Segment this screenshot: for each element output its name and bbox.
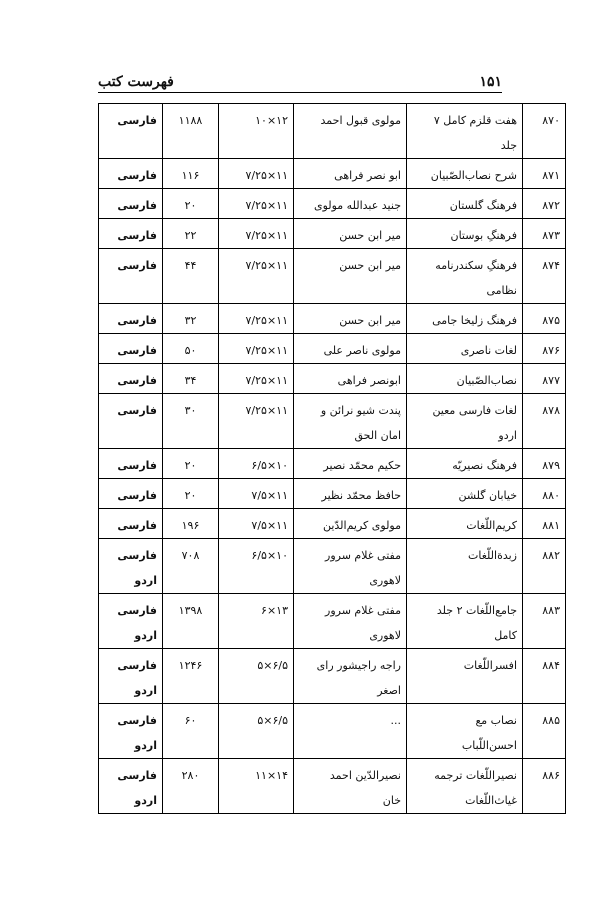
author-cell <box>294 364 407 394</box>
author-line: امان الحق <box>354 429 401 442</box>
size-cell: ۱۰×۶/۵ <box>219 539 294 594</box>
book-title-cell <box>407 594 523 649</box>
table-row <box>99 159 566 189</box>
row-number-cell: ۸۸۶ <box>523 759 566 814</box>
book-title-cell <box>407 189 523 219</box>
author-line: مولوی قبول احمد <box>320 114 401 127</box>
book-title-line: غیاث‌اللّغات <box>465 794 517 807</box>
size-cell: ۱۴×۱۱ <box>219 759 294 814</box>
book-title-cell <box>407 249 523 304</box>
book-title-cell <box>407 104 523 159</box>
book-title-cell <box>407 649 523 704</box>
author-cell <box>294 704 407 759</box>
book-title-line: فرهنگِ بوستان <box>450 229 517 242</box>
language-cell <box>99 104 163 159</box>
author-cell <box>294 249 407 304</box>
book-title-line: فرهنگ گلستان <box>449 199 517 212</box>
language-cell <box>99 219 163 249</box>
running-title: فهرست کتب <box>98 74 174 90</box>
author-line: راجه راجیشور رای <box>316 659 401 672</box>
book-title-line: جامع‌اللّغات ۲ جلد <box>436 604 517 617</box>
page-count-cell: ۲۰ <box>163 449 219 479</box>
page-count-cell: ۳۰ <box>163 394 219 449</box>
language-line: فارسی <box>117 169 157 182</box>
language-cell <box>99 594 163 649</box>
book-title-line: زبدةاللّغات <box>468 549 517 562</box>
size-cell: ۱۱×۷/۲۵ <box>219 364 294 394</box>
language-line: اردو <box>134 574 157 587</box>
size-cell: ۱۱×۷/۲۵ <box>219 219 294 249</box>
language-cell <box>99 539 163 594</box>
book-title-line: احسن‌اللّباب <box>461 739 517 752</box>
book-title-line: نظامی <box>486 284 517 297</box>
language-cell <box>99 704 163 759</box>
book-title-line: نصیراللّغات ترجمه <box>434 769 517 782</box>
book-title-line: اردو <box>498 429 517 442</box>
language-line: فارسی <box>117 374 157 387</box>
table-row <box>99 704 566 759</box>
table-row <box>99 104 566 159</box>
author-cell <box>294 189 407 219</box>
language-cell <box>99 509 163 539</box>
language-cell <box>99 394 163 449</box>
book-title-cell <box>407 479 523 509</box>
book-title-line: خیابان گلشن <box>458 489 517 502</box>
language-line: فارسی <box>117 114 157 127</box>
author-cell <box>294 104 407 159</box>
book-title-line: هفت قلزم کامل ۷ <box>433 114 517 127</box>
size-cell: ۱۱×۷/۵ <box>219 479 294 509</box>
size-cell: ۱۱×۷/۵ <box>219 509 294 539</box>
language-cell <box>99 479 163 509</box>
author-line: مولوی ناصر علی <box>323 344 401 357</box>
author-line: ... <box>390 714 401 727</box>
book-title-line: فرهنگ نصیریّه <box>452 459 517 472</box>
book-title-cell <box>407 509 523 539</box>
author-line: میر ابن حسن <box>339 314 401 327</box>
row-number-cell: ۸۸۰ <box>523 479 566 509</box>
page-header <box>98 62 502 90</box>
row-number-cell: ۸۷۶ <box>523 334 566 364</box>
book-title-cell <box>407 539 523 594</box>
size-cell: ۱۳×۶ <box>219 594 294 649</box>
table-row <box>99 449 566 479</box>
page-count-cell: ۱۱۶ <box>163 159 219 189</box>
header-rule <box>98 92 502 93</box>
language-cell <box>99 449 163 479</box>
table-row <box>99 479 566 509</box>
page-count-cell: ۲۰ <box>163 479 219 509</box>
row-number-cell: ۸۷۲ <box>523 189 566 219</box>
language-cell <box>99 189 163 219</box>
table-row <box>99 219 566 249</box>
language-line: فارسی <box>117 344 157 357</box>
language-line: اردو <box>134 794 157 807</box>
book-catalog-table <box>98 103 566 814</box>
language-line: اردو <box>134 629 157 642</box>
size-cell: ۱۲×۱۰ <box>219 104 294 159</box>
author-line: ابونصر فراهی <box>337 374 401 387</box>
page-count-cell: ۱۹۶ <box>163 509 219 539</box>
book-title-line: افسراللّغات <box>463 659 517 672</box>
author-line: خان <box>382 794 401 807</box>
language-line: اردو <box>134 684 157 697</box>
author-cell <box>294 649 407 704</box>
language-line: اردو <box>134 739 157 752</box>
language-line: فارسی <box>117 519 157 532</box>
book-title-line: فرهنگ زلیخا جامی <box>432 314 517 327</box>
book-title-cell <box>407 449 523 479</box>
page-count-cell: ۲۸۰ <box>163 759 219 814</box>
book-title-line: نصاب‌الصّبیان <box>456 374 517 387</box>
author-cell <box>294 759 407 814</box>
language-line: فارسی <box>117 549 157 562</box>
page-count-cell: ۱۱۸۸ <box>163 104 219 159</box>
book-title-cell <box>407 394 523 449</box>
language-line: فارسی <box>117 199 157 212</box>
table-row <box>99 509 566 539</box>
page-count-cell: ۲۰ <box>163 189 219 219</box>
book-title-cell <box>407 704 523 759</box>
page-count-cell: ۱۲۴۶ <box>163 649 219 704</box>
language-line: فارسی <box>117 314 157 327</box>
table-row <box>99 364 566 394</box>
size-cell: ۱۱×۷/۲۵ <box>219 159 294 189</box>
language-line: فارسی <box>117 229 157 242</box>
page-count-cell: ۳۲ <box>163 304 219 334</box>
author-line: حافظ محمّد نظیر <box>321 489 401 502</box>
language-cell <box>99 159 163 189</box>
book-title-line: جلد <box>500 139 517 152</box>
language-line: فارسی <box>117 769 157 782</box>
language-line: فارسی <box>117 714 157 727</box>
language-line: فارسی <box>117 604 157 617</box>
author-cell <box>294 304 407 334</box>
row-number-cell: ۸۷۹ <box>523 449 566 479</box>
size-cell: ۱۱×۷/۲۵ <box>219 394 294 449</box>
author-cell <box>294 394 407 449</box>
row-number-cell: ۸۷۱ <box>523 159 566 189</box>
row-number-cell: ۸۸۵ <box>523 704 566 759</box>
page-count-cell: ۱۳۹۸ <box>163 594 219 649</box>
row-number-cell: ۸۷۷ <box>523 364 566 394</box>
language-line: فارسی <box>117 404 157 417</box>
book-title-cell <box>407 759 523 814</box>
book-title-line: نصاب مع <box>475 714 517 727</box>
author-line: مولوی کریم‌الدّین <box>322 519 401 532</box>
author-line: مفتی غلام سرور <box>325 604 401 617</box>
size-cell: ۱۰×۶/۵ <box>219 449 294 479</box>
row-number-cell: ۸۷۳ <box>523 219 566 249</box>
row-number-cell: ۸۸۲ <box>523 539 566 594</box>
language-cell <box>99 759 163 814</box>
language-line: فارسی <box>117 489 157 502</box>
author-cell <box>294 594 407 649</box>
table-row <box>99 304 566 334</box>
page-count-cell: ۴۴ <box>163 249 219 304</box>
author-cell <box>294 449 407 479</box>
table-row <box>99 189 566 219</box>
author-line: لاهوری <box>369 629 401 642</box>
book-title-line: لغات فارسی معین <box>432 404 517 417</box>
table-row <box>99 594 566 649</box>
author-line: حکیم محمّد نصیر <box>323 459 401 472</box>
author-cell <box>294 539 407 594</box>
page-count-cell: ۲۲ <box>163 219 219 249</box>
language-cell <box>99 649 163 704</box>
size-cell: ۶/۵×۵ <box>219 649 294 704</box>
author-line: جنید عبدالله مولوی <box>313 199 401 212</box>
table-row <box>99 394 566 449</box>
book-title-cell <box>407 304 523 334</box>
book-title-cell <box>407 219 523 249</box>
table-row <box>99 539 566 594</box>
size-cell: ۱۱×۷/۲۵ <box>219 189 294 219</box>
size-cell: ۱۱×۷/۲۵ <box>219 304 294 334</box>
author-line: لاهوری <box>369 574 401 587</box>
language-cell <box>99 334 163 364</box>
author-cell <box>294 509 407 539</box>
language-cell <box>99 249 163 304</box>
row-number-cell: ۸۸۳ <box>523 594 566 649</box>
table-row <box>99 649 566 704</box>
row-number-cell: ۸۷۵ <box>523 304 566 334</box>
author-line: مفتی غلام سرور <box>325 549 401 562</box>
author-line: میر ابن حسن <box>339 259 401 272</box>
page-count-cell: ۳۴ <box>163 364 219 394</box>
page-number: ۱۵۱ <box>479 74 502 90</box>
table-row <box>99 759 566 814</box>
row-number-cell: ۸۷۸ <box>523 394 566 449</box>
language-line: فارسی <box>117 659 157 672</box>
book-title-cell <box>407 159 523 189</box>
size-cell: ۱۱×۷/۲۵ <box>219 334 294 364</box>
author-line: اصغر <box>377 684 401 697</box>
page-count-cell: ۶۰ <box>163 704 219 759</box>
book-title-line: فرهنگِ سکندرنامه <box>435 259 517 272</box>
author-line: ابو نصر فراهی <box>334 169 401 182</box>
book-title-line: شرح نصاب‌الصّبیان <box>430 169 517 182</box>
page-count-cell: ۷۰۸ <box>163 539 219 594</box>
author-cell <box>294 334 407 364</box>
author-line: پندت شیو نرائن و <box>320 404 401 417</box>
row-number-cell: ۸۷۰ <box>523 104 566 159</box>
book-title-line: لغات ناصری <box>460 344 517 357</box>
author-cell <box>294 159 407 189</box>
author-cell <box>294 479 407 509</box>
book-title-line: کامل <box>494 629 517 642</box>
book-title-cell <box>407 364 523 394</box>
row-number-cell: ۸۷۴ <box>523 249 566 304</box>
page-count-cell: ۵۰ <box>163 334 219 364</box>
table-row <box>99 249 566 304</box>
language-cell <box>99 304 163 334</box>
table-row <box>99 334 566 364</box>
size-cell: ۱۱×۷/۲۵ <box>219 249 294 304</box>
author-line: نصیرالدّین احمد <box>329 769 401 782</box>
catalog-body <box>99 104 566 814</box>
book-title-line: کریم‌اللّغات <box>466 519 517 532</box>
language-line: فارسی <box>117 259 157 272</box>
author-cell <box>294 219 407 249</box>
row-number-cell: ۸۸۴ <box>523 649 566 704</box>
author-line: میر ابن حسن <box>339 229 401 242</box>
size-cell: ۶/۵×۵ <box>219 704 294 759</box>
language-line: فارسی <box>117 459 157 472</box>
language-cell <box>99 364 163 394</box>
book-title-cell <box>407 334 523 364</box>
row-number-cell: ۸۸۱ <box>523 509 566 539</box>
